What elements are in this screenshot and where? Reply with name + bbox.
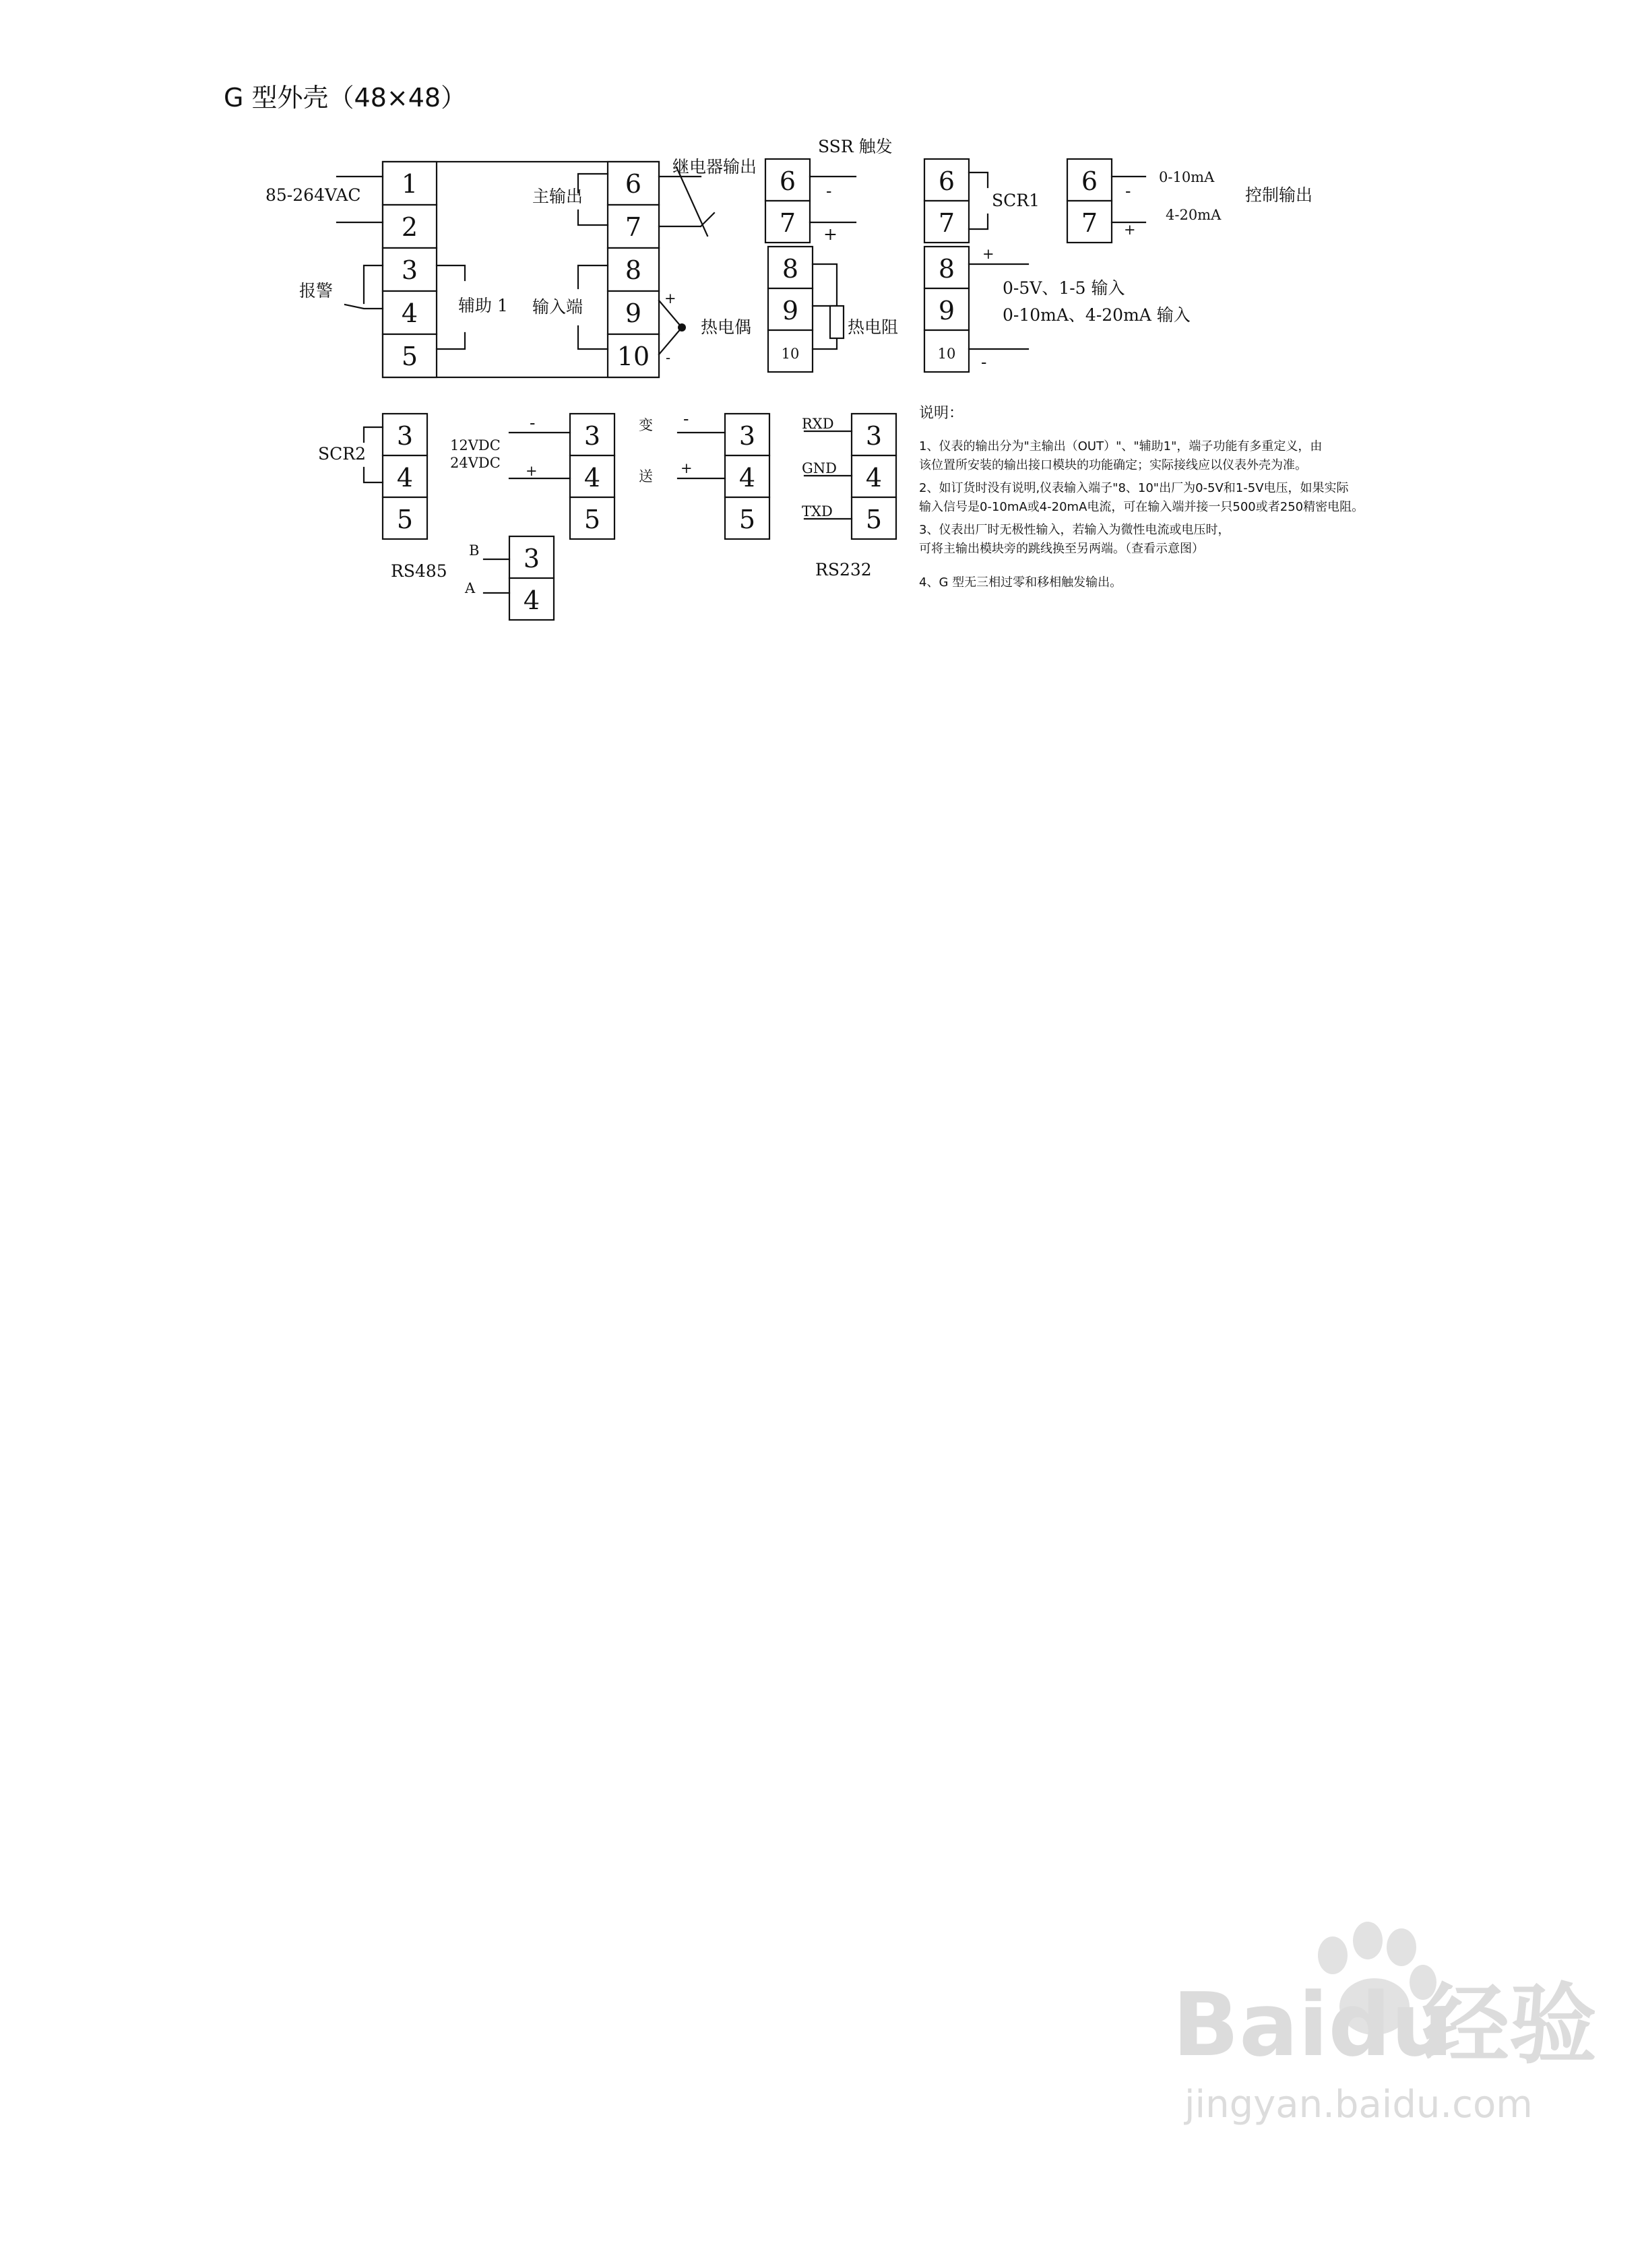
terminal-9-label: 9 [625,298,642,328]
input-label: 输入端 [532,297,583,317]
rs485-leads [484,559,509,593]
tx-terminal-3-label: 3 [738,421,756,451]
dc-plus: + [526,463,538,479]
rtd-block [768,247,898,372]
dc-terminal-3-label: 3 [583,421,601,451]
terminal-5-label: 5 [401,342,418,371]
rtd-terminal-8-label: 8 [782,254,799,284]
rs232-rxd-label: RXD [802,416,834,432]
relay-contact [659,167,714,236]
terminal-7-label: 7 [625,212,642,242]
ctrl-label-4-20ma: 4-20mA [1166,207,1222,223]
tx-terminal-5-label: 5 [738,505,756,534]
baidu-watermark [1172,1922,1597,2127]
analog-plus: + [982,246,994,262]
ssr-title: SSR 触发 [818,137,893,156]
analog-input-block [924,246,1191,372]
scr1-block [924,159,1040,243]
aux1-label: 辅助 1 [458,296,508,315]
rs232-terminal-4-label: 4 [865,463,883,493]
main-terminal-block [265,157,757,377]
scr2-block [318,414,427,539]
left-terminal-column [383,162,437,377]
main-output-label: 主输出 [532,187,583,206]
rs232-label: RS232 [815,560,872,579]
analog-terminal-10-label: 10 [937,346,956,362]
ssr-minus: - [826,181,832,201]
rs485-label: RS485 [391,561,447,581]
dc-12v-label: 12VDC [450,437,501,453]
scr2-terminal-3-label: 3 [396,421,414,451]
ctrl-terminal-6-label: 6 [1081,166,1098,196]
relay-output-label: 继电器输出 [672,157,757,177]
analog-terminal-8-label: 8 [938,254,955,284]
note-line-4: 输入信号是0-10mA或4-20mA电流，可在输入端并接一只500或者250精密电阻。 [919,500,1364,514]
ctrl-plus: + [1124,222,1136,238]
alarm-label: 报警 [299,281,334,301]
analog-terminal-9-label: 9 [938,296,955,325]
scr1-bracket [969,172,988,229]
analog-input-current-label: 0-10mA、4-20mA 输入 [1003,305,1191,325]
right-terminal-column [608,162,659,377]
alarm-contact [345,265,383,309]
ssr-trigger-block [765,137,893,244]
terminal-1-label: 1 [401,169,418,199]
dc-minus: - [530,413,536,433]
rs485-a-label: A [465,580,476,596]
rs232-block [802,414,896,579]
thermocouple-junction-icon [678,323,686,332]
rtd-label: 热电阻 [848,317,899,337]
analog-input-voltage-label: 0-5V、1-5 输入 [1003,278,1125,298]
thermocouple-plus: + [664,290,676,307]
note-line-3: 2、如订货时没有说明,仪表输入端子"8、10"出厂为0-5V和1-5V电压，如果实际 [919,481,1349,495]
note-line-2: 该位置所安装的输出接口模块的功能确定；实际接线应以仪表外壳为准。 [919,458,1307,472]
ssr-leads [810,177,856,222]
rs232-terminal-5-label: 5 [865,505,883,534]
control-output-title: 控制输出 [1245,185,1313,205]
note-line-6: 可将主输出模块旁的跳线换至另两端。（查看示意图） [919,542,1204,556]
rtd-terminal-9-label: 9 [782,296,799,325]
watermark-brand-cn: 经验 [1422,1974,1598,2076]
analog-minus: - [981,352,987,372]
notes-header: 说明： [919,405,964,422]
scr2-bracket [364,427,383,482]
thermocouple-label: 热电偶 [701,317,752,337]
rs485-block [391,536,554,620]
notes-section [919,405,1364,590]
rs485-terminal-4-label: 4 [523,586,540,615]
dc-terminal-4-label: 4 [583,463,601,493]
rs232-txd-label: TXD [802,503,833,519]
control-output-block [1067,159,1313,243]
note-line-7: 4、G 型无三相过零和移相触发输出。 [919,575,1123,590]
rs232-gnd-label: GND [802,460,837,476]
ssr-terminal-6-label: 6 [779,166,796,196]
dc-supply-block [450,413,614,539]
dc-leads [509,433,570,478]
terminal-2-label: 2 [401,212,418,242]
ctrl-minus: - [1125,181,1131,201]
tx-terminal-4-label: 4 [738,463,756,493]
ctrl-label-0-10ma: 0-10mA [1159,169,1215,185]
scr1-terminal-6-label: 6 [938,166,955,196]
scr2-terminal-5-label: 5 [396,505,414,534]
note-line-5: 3、仪表出厂时无极性输入，若输入为微性电流或电压时， [919,523,1230,537]
tx-plus: + [681,460,693,476]
rtd-terminal-10-label: 10 [781,346,800,362]
tx-label-top: 变 [639,417,653,433]
terminal-3-label: 3 [401,255,418,285]
diagram-title: G 型外壳（48×48） [224,83,467,113]
thermocouple-minus: - [666,350,671,366]
terminal-10-label: 10 [616,342,650,371]
ssr-plus: + [823,224,837,244]
dc-24v-label: 24VDC [450,455,501,471]
power-label: 85-264VAC [265,185,361,205]
rs485-terminal-3-label: 3 [523,544,540,573]
terminal-6-label: 6 [625,169,642,199]
note-line-1: 1、仪表的输出分为"主输出（OUT）"、"辅助1"，端子功能有多重定义，由 [919,439,1323,453]
terminal-8-label: 8 [625,255,642,285]
tx-minus: - [683,409,689,429]
ctrl-terminal-7-label: 7 [1081,208,1098,238]
scr2-label: SCR2 [318,444,366,464]
rs485-b-label: B [469,542,480,559]
transmit-block [639,409,769,539]
dc-terminal-5-label: 5 [583,505,601,534]
tx-label-bottom: 送 [639,468,653,484]
watermark-url: jingyan.baidu.com [1184,2083,1533,2127]
terminal-4-label: 4 [401,298,418,328]
scr2-terminal-4-label: 4 [396,463,414,493]
resistor-icon [830,306,844,338]
scr1-label: SCR1 [992,191,1040,210]
watermark-brand: Baidu [1172,1974,1453,2076]
ssr-terminal-7-label: 7 [779,208,796,238]
scr1-terminal-7-label: 7 [938,208,955,238]
rs232-terminal-3-label: 3 [865,421,883,451]
